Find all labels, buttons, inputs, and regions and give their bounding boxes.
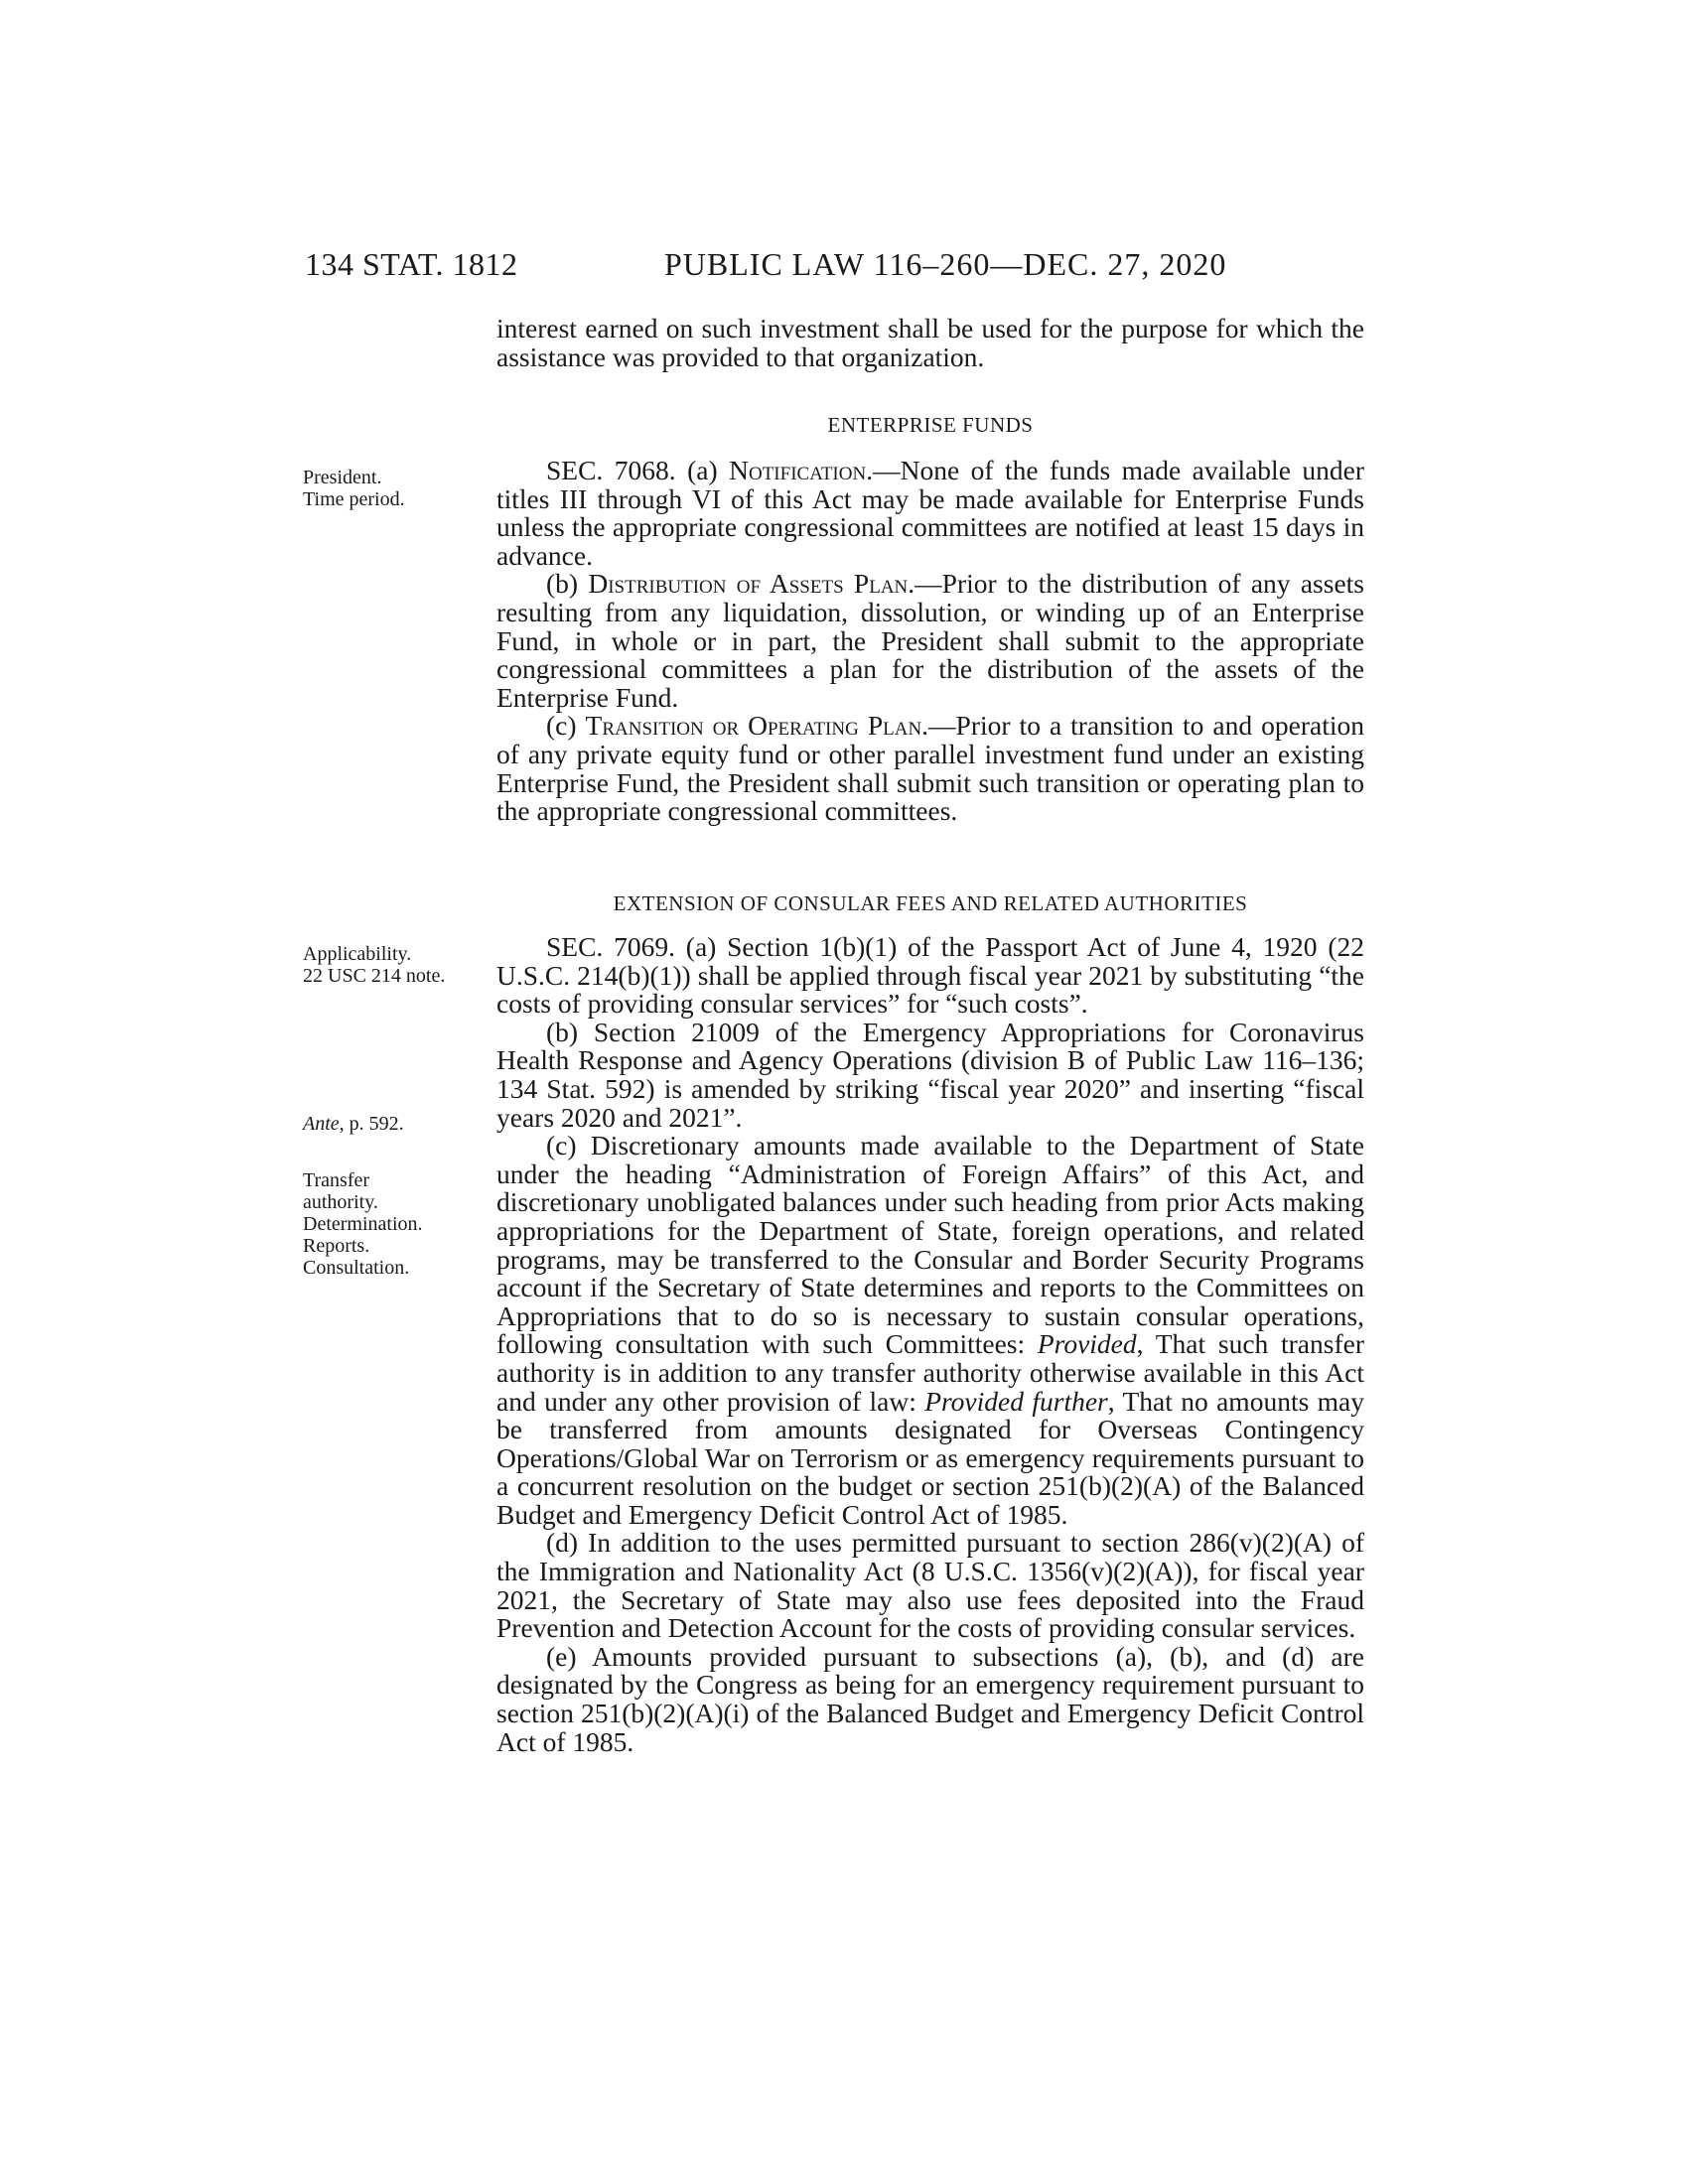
margin-note-line: Time period. — [303, 488, 405, 510]
subsection-text: (a) Section 1(b)(1) of the Passport Act of June 4, 1920 (22 U.S.C. 214(b)(1)) shall be applied through fiscal year 2021 by substituting “the costs of providing consular services” for “such costs”. — [496, 931, 1364, 1020]
subsection-text: (c) Discretionary amounts made available to the Department of State under the heading “Administration of Foreign Affairs” of this Act, and discretionary unobligated balances under such heading from prior Acts making appropriations for the Department of State, foreign operations, and related programs, may be transferred to the Consular and Border Security Programs account if the Secretary of State determines and reports to the Committees on Appropriations that to do so is necessary to sustain consular operations, following consultation with such Committees: — [496, 1130, 1364, 1360]
subsection-7068-a — [496, 457, 1364, 570]
section-number: SEC. 7069. — [546, 931, 686, 962]
margin-note-sec7069-a — [303, 943, 472, 987]
margin-note-sec7069-c — [303, 1169, 472, 1279]
margin-note-sec7069-b — [303, 1113, 472, 1135]
subsection-7069-d: (d) In addition to the uses permitted pursuant to section 286(v)(2)(A) of the Immigration and Nationality Act (8 U.S.C. 1356(v)(2)(A)), for fiscal year 2021, the Secretary of State may also use fees deposited into the Fraud Prevention and Detection Account for the costs of providing consular services. — [496, 1527, 1364, 1644]
subsection-7069-b: (b) Section 21009 of the Emergency Appropriations for Coronavirus Health Response and Agency Operations (division B of Public Law 116–136; 134 Stat. 592) is amended by striking “fiscal year 2020” and inserting “fiscal years 2020 and 2021”. — [496, 1016, 1364, 1133]
subsection-title: Transition or Operating Plan — [585, 710, 922, 742]
section-7069-body — [496, 933, 1364, 1756]
subsection-7069-a — [496, 933, 1364, 1019]
margin-note-line: Determination. — [303, 1213, 423, 1235]
margin-note-line: authority. — [303, 1191, 378, 1213]
subsection-text: .—Prior to a transition to and operation of any private equity fund or other parallel investment fund under an existing Enterprise Fund, the President shall submit such transition or operating plan to the appropriate congressional committees. — [496, 710, 1364, 827]
public-law-title: PUBLIC LAW 116–260—DEC. 27, 2020 — [664, 246, 1227, 282]
subsection-text: , That no amounts may be transferred from amounts designated for Overseas Contingency Operations/Global War on Terrorism or as emergency requirements pursuant to a concurrent resolution on the budget or section 251(b)(2)(A) of the Balanced Budget and Emergency Deficit Control Act of 1985. — [496, 1385, 1364, 1530]
margin-note-line: President. — [303, 467, 382, 488]
proviso-italic: Provided — [1037, 1328, 1137, 1360]
subsection-7068-c — [496, 712, 1364, 825]
subsection-7069-e: (e) Amounts provided pursuant to subsections (a), (b), and (d) are designated by the Congress as being for an emergency requirement pursuant to section 251(b)(2)(A)(i) of the Balanced Budget and Emergency Deficit Control Act of 1985. — [496, 1640, 1364, 1757]
margin-note-italic: Ante — [303, 1113, 340, 1135]
section-number: SEC. 7068. (a) — [546, 455, 730, 485]
margin-note-line — [303, 1113, 472, 1135]
margin-note-line: Consultation. — [303, 1257, 410, 1279]
section-7068-body — [496, 457, 1364, 826]
subsection-prefix: (c) — [546, 710, 586, 742]
margin-note-sec7068 — [303, 467, 472, 510]
proviso-italic: Provided further — [924, 1385, 1108, 1417]
subsection-text: , That such transfer authority is in addition to any transfer authority otherwise available in this Act and under any other provision of law: — [496, 1328, 1364, 1417]
subsection-text: .—Prior to the distribution of any assets resulting from any liquidation, dissolution, or winding up of an Enterprise Fund, in whole or in part, the President shall submit to the appropriate congressional committees a plan for the distribution of the assets of the Enterprise Fund. — [496, 568, 1364, 713]
intro-text: interest earned on such investment shall be used for the purpose for which the assistance was provided to that organization. — [496, 313, 1364, 372]
section-heading-consular-fees: EXTENSION OF CONSULAR FEES AND RELATED AUTHORITIES — [613, 891, 1248, 915]
subsection-prefix: (b) — [546, 568, 589, 600]
statute-page-number: 134 STAT. 1812 — [305, 246, 518, 282]
margin-note-line: 22 USC 214 note. — [303, 965, 446, 987]
subsection-title: Notification — [729, 455, 867, 485]
margin-note-line: Reports. — [303, 1235, 370, 1257]
intro-paragraph — [496, 315, 1364, 371]
margin-note-line: Transfer — [303, 1169, 370, 1191]
subsection-title: Distribution of Assets Plan — [588, 568, 909, 600]
subsection-7069-c — [496, 1132, 1364, 1529]
page-header — [305, 246, 1397, 286]
margin-note-line: Applicability. — [303, 943, 412, 965]
margin-note-rest: , p. 592. — [339, 1113, 404, 1135]
subsection-text: .—None of the funds made available under titles III through VI of this Act may be made available for Enterprise Funds unless the appropriate congressional committees are notified at least 15 days in advance. — [496, 455, 1364, 571]
subsection-7068-b — [496, 570, 1364, 712]
section-heading-enterprise-funds: ENTERPRISE FUNDS — [827, 413, 1034, 437]
